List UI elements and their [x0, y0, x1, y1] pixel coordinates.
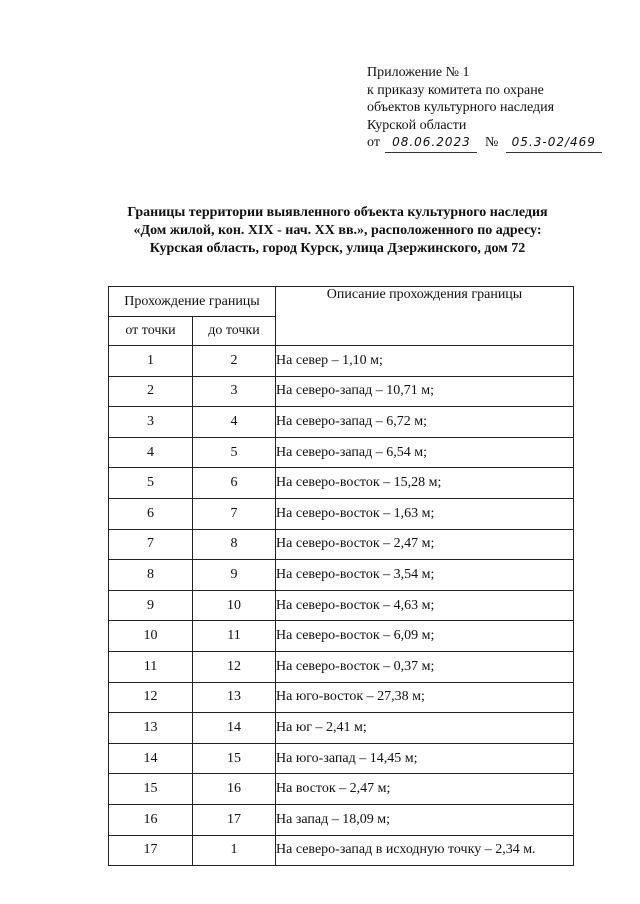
- table-row: [109, 835, 574, 866]
- handwritten-date: 08.06.2023: [385, 134, 477, 153]
- cell-from-point: 8: [109, 560, 193, 591]
- table-row: [109, 468, 574, 499]
- annex-title: Приложение № 1: [367, 65, 470, 80]
- cell-description: На запад – 18,09 м;: [276, 804, 574, 835]
- table-row: [109, 560, 574, 591]
- cell-from-point: 10: [109, 621, 193, 652]
- cell-to-point: 7: [193, 498, 276, 529]
- cell-to-point: 10: [193, 590, 276, 621]
- cell-to-point: 11: [193, 621, 276, 652]
- header-boundary-passage: Прохождение границы: [109, 287, 276, 317]
- cell-from-point: 14: [109, 743, 193, 774]
- title-line-3: Курская область, город Курск, улица Дзержинского, дом 72: [149, 241, 526, 256]
- cell-to-point: 6: [193, 468, 276, 499]
- cell-description: На северо-восток – 1,63 м;: [276, 498, 574, 529]
- cell-to-point: 4: [193, 407, 276, 438]
- table-row: [109, 682, 574, 713]
- title-line-2: «Дом жилой, кон. XIX - нач. XX вв.», расположенного по адресу:: [133, 223, 542, 238]
- document-title: [90, 204, 585, 258]
- cell-from-point: 7: [109, 529, 193, 560]
- handwritten-number: 05.3-02/469: [506, 134, 602, 153]
- cell-description: На юго-запад – 14,45 м;: [276, 743, 574, 774]
- cell-description: На север – 1,10 м;: [276, 346, 574, 377]
- header-from-point: от точки: [109, 317, 193, 346]
- table-row: [109, 774, 574, 805]
- cell-to-point: 14: [193, 713, 276, 744]
- cell-to-point: 12: [193, 651, 276, 682]
- cell-to-point: 5: [193, 437, 276, 468]
- cell-description: На северо-восток – 4,63 м;: [276, 590, 574, 621]
- cell-description: На северо-восток – 15,28 м;: [276, 468, 574, 499]
- table-row: [109, 743, 574, 774]
- cell-from-point: 9: [109, 590, 193, 621]
- cell-description: На северо-запад – 6,72 м;: [276, 407, 574, 438]
- cell-from-point: 12: [109, 682, 193, 713]
- cell-description: На северо-восток – 0,37 м;: [276, 651, 574, 682]
- table-row: [109, 621, 574, 652]
- annex-region-line: Курской области: [367, 117, 467, 133]
- from-label: от: [367, 135, 380, 150]
- cell-to-point: 15: [193, 743, 276, 774]
- cell-description: На восток – 2,47 м;: [276, 774, 574, 805]
- table-row: [109, 804, 574, 835]
- annex-block: [367, 64, 602, 153]
- cell-to-point: 2: [193, 346, 276, 377]
- boundary-table: [108, 286, 574, 866]
- cell-to-point: 8: [193, 529, 276, 560]
- table-row: [109, 376, 574, 407]
- cell-from-point: 6: [109, 498, 193, 529]
- cell-from-point: 2: [109, 376, 193, 407]
- cell-description: На северо-восток – 2,47 м;: [276, 529, 574, 560]
- annex-date-number-line: [367, 134, 602, 153]
- cell-description: На северо-запад – 10,71 м;: [276, 376, 574, 407]
- cell-from-point: 1: [109, 346, 193, 377]
- cell-to-point: 3: [193, 376, 276, 407]
- cell-to-point: 17: [193, 804, 276, 835]
- cell-from-point: 17: [109, 835, 193, 866]
- cell-description: На северо-запад – 6,54 м;: [276, 437, 574, 468]
- cell-description: На юг – 2,41 м;: [276, 713, 574, 744]
- cell-to-point: 9: [193, 560, 276, 591]
- number-label: №: [484, 135, 499, 150]
- annex-committee-line: объектов культурного наследия: [367, 100, 555, 115]
- cell-from-point: 11: [109, 651, 193, 682]
- cell-from-point: 13: [109, 713, 193, 744]
- cell-to-point: 13: [193, 682, 276, 713]
- cell-description: На северо-запад в исходную точку – 2,34 м.: [276, 835, 574, 866]
- table-row: [109, 346, 574, 377]
- table-row: [109, 529, 574, 560]
- cell-from-point: 15: [109, 774, 193, 805]
- header-description: Описание прохождения границы: [276, 287, 574, 346]
- cell-from-point: 4: [109, 437, 193, 468]
- annex-order-line: к приказу комитета по охране: [367, 82, 544, 98]
- cell-to-point: 1: [193, 835, 276, 866]
- cell-from-point: 5: [109, 468, 193, 499]
- cell-from-point: 3: [109, 407, 193, 438]
- header-to-point: до точки: [193, 317, 276, 346]
- cell-from-point: 16: [109, 804, 193, 835]
- table-row: [109, 407, 574, 438]
- table-row: [109, 437, 574, 468]
- cell-description: На северо-восток – 3,54 м;: [276, 560, 574, 591]
- cell-description: На юго-восток – 27,38 м;: [276, 682, 574, 713]
- table-row: [109, 651, 574, 682]
- cell-description: На северо-восток – 6,09 м;: [276, 621, 574, 652]
- table-row: [109, 713, 574, 744]
- table-row: [109, 590, 574, 621]
- title-line-1: Границы территории выявленного объекта культурного наследия: [127, 205, 548, 220]
- cell-to-point: 16: [193, 774, 276, 805]
- table-row: [109, 498, 574, 529]
